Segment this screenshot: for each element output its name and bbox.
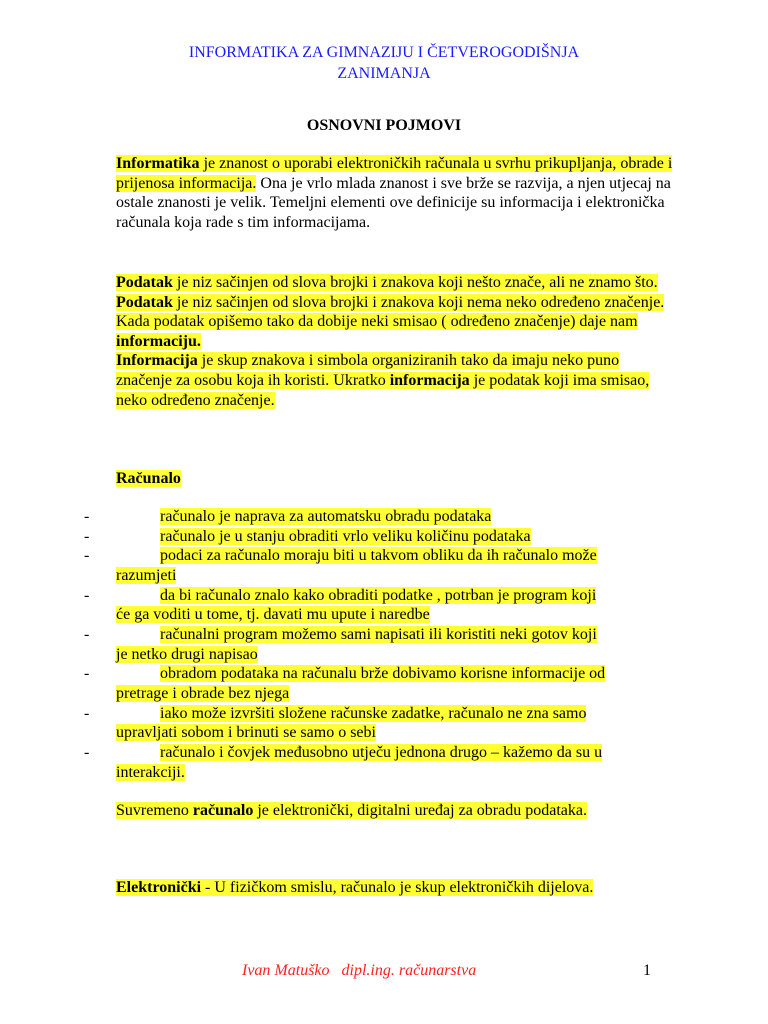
bullet-text: iako može izvršiti složene računske zadatke, računalo ne zna samo xyxy=(160,705,587,722)
podatak-text-2: je niz sačinjen od slova brojki i znakova koji nema neko određeno značenje. xyxy=(172,293,665,311)
bullet-text: računalo je u stanju obraditi vrlo veliku količinu podataka xyxy=(160,528,531,545)
elektronicki-definition xyxy=(116,879,593,897)
bullet-item-cont xyxy=(116,724,376,742)
bullet-item xyxy=(160,626,597,644)
bullet-dash: - xyxy=(84,626,90,643)
racunalo-definition xyxy=(116,802,587,820)
bullet-text: obradom podataka na računalu brže dobivamo korisne informacije od xyxy=(160,665,606,682)
term-informatika: Informatika xyxy=(116,155,200,172)
bullet-item xyxy=(160,705,586,723)
informacija-def-hl xyxy=(116,352,649,408)
informatika-rest-text: Ona je vrlo mlada znanost i sve brže se razvija, a njen utjecaj na ostale znanosti je velik. Temeljni elementi ove definicije su informacija i elektronička računala koja rade s tim informacijama. xyxy=(116,174,671,231)
informacija-hl-block xyxy=(116,313,638,350)
bullet-dash: - xyxy=(84,665,90,682)
bullet-text-cont: upravljati sobom i brinuti se samo o sebi xyxy=(116,724,376,741)
bullet-dash: - xyxy=(84,528,90,545)
informatika-definition xyxy=(116,154,676,232)
podatak-hl-block xyxy=(116,274,658,291)
term-podatak-1: Podatak xyxy=(116,274,173,291)
podatak-definitions xyxy=(116,273,676,410)
document-title-line2: ZANIMANJA xyxy=(337,65,431,82)
term-informacija-2: informacija xyxy=(389,371,470,389)
term-informacija: Informacija xyxy=(116,352,198,370)
bullet-text-cont: je netko drugi napisao xyxy=(116,646,258,663)
bullet-dash: - xyxy=(84,508,90,525)
bullet-item xyxy=(160,587,596,605)
bullet-item-cont xyxy=(116,646,258,664)
bullet-item-cont xyxy=(116,567,176,585)
bullet-item xyxy=(160,665,605,683)
informacija-def-text-2: je podatak koji ima smisao, neko određeno značenje. xyxy=(116,371,650,409)
racunalo-def-pre: Suvremeno xyxy=(116,802,193,819)
section-heading: OSNOVNI POJMOVI xyxy=(306,117,462,134)
bullet-item-cont xyxy=(116,764,185,782)
bullet-text-cont: interakciji. xyxy=(116,764,185,781)
footer-author: Ivan Matuško dipl.ing. računarstva xyxy=(242,962,477,979)
bullet-text: računalni program možemo sami napisati ili koristiti neki gotov koji xyxy=(160,626,597,643)
informacija-intro-text: Kada podatak opišemo tako da dobije neki smisao ( određeno značenje) daje nam xyxy=(116,313,638,331)
page-number: 1 xyxy=(643,962,651,979)
bullet-text-cont: razumjeti xyxy=(116,567,177,584)
racunalo-definition-hl xyxy=(116,802,587,819)
informatika-hl-text: je znanost o uporabi elektroničkih računala u svrhu prikupljanja, obrade i prijenosa informacija. xyxy=(116,155,673,192)
bullet-text: računalo i čovjek međusobno utječu jednona drugo – kažemo da su u xyxy=(160,744,603,761)
bullet-item xyxy=(160,547,597,565)
bullet-text-cont: će ga voditi u tome, tj. davati mu upute i naredbe xyxy=(116,606,430,623)
elektronicki-definition-hl xyxy=(116,879,593,896)
term-racunalo: računalo xyxy=(192,802,254,819)
bullet-item-cont xyxy=(116,685,289,703)
podatak-text-1: je niz sačinjen od slova brojki i znakova koji nešto znače, ali ne znamo što. xyxy=(172,274,658,291)
bullet-text: podaci za računalo moraju biti u takvom obliku da ih računalo može xyxy=(160,547,597,564)
bullet-text: da bi računalo znalo kako obraditi podatke , potrban je program koji xyxy=(160,587,597,604)
bullet-text: računalo je naprava za automatsku obradu podataka xyxy=(160,508,492,525)
document-title-line1: INFORMATIKA ZA GIMNAZIJU I ČETVEROGODIŠNJA xyxy=(188,44,580,61)
podatak-hl-block-2 xyxy=(116,294,664,311)
bullet-item xyxy=(160,744,602,762)
bullet-dash: - xyxy=(84,587,90,604)
racunalo-heading xyxy=(116,470,181,488)
bullet-dash: - xyxy=(84,547,90,564)
elektronicki-text: - U fizičkom smislu, računalo je skup elektroničkih dijelova. xyxy=(201,879,594,896)
racunalo-heading-text: Računalo xyxy=(116,470,181,487)
bullet-item-cont xyxy=(116,606,430,624)
bullet-text-cont: pretrage i obrade bez njega xyxy=(116,685,290,702)
racunalo-def-post: je elektronički, digitalni uređaj za obradu podataka. xyxy=(253,802,587,819)
informacija-def-text: je skup znakova i simbola organiziranih tako da imaju neko puno značenje za osobu koja ih koristi. Ukratko xyxy=(116,352,620,389)
bullet-dash: - xyxy=(84,705,90,722)
term-elektronicki: Elektronički xyxy=(116,879,202,896)
bullet-item xyxy=(160,508,491,526)
bullet-item xyxy=(160,528,531,546)
term-informaciju: informaciju. xyxy=(116,332,201,350)
term-podatak-2: Podatak xyxy=(116,293,173,311)
bullet-dash: - xyxy=(84,744,90,761)
